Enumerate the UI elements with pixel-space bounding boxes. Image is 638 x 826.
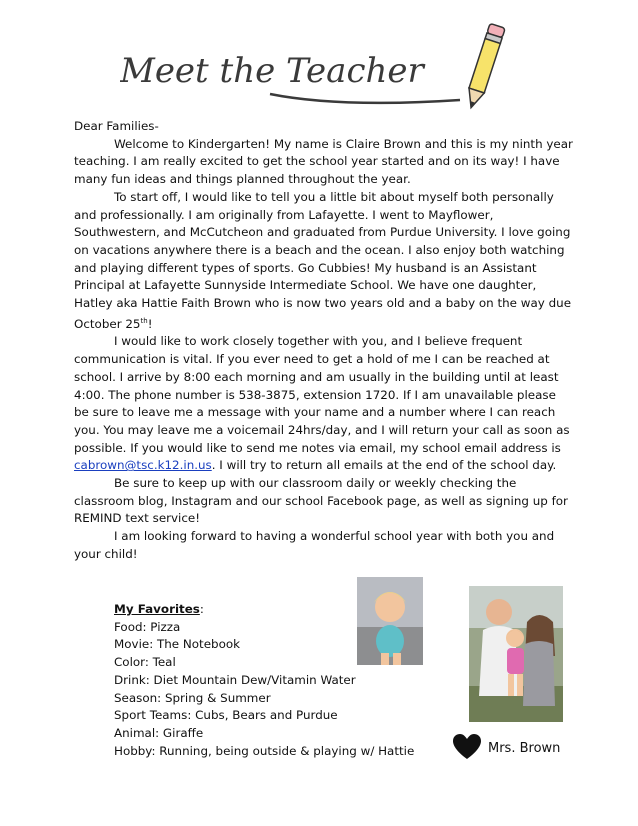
- meet-the-teacher-title: [120, 42, 480, 112]
- greeting: Dear Families-: [74, 119, 159, 133]
- daughter-photo: [357, 577, 423, 665]
- favorite-item: Animal: Giraffe: [114, 725, 204, 740]
- family-photo: [469, 586, 563, 722]
- heart-icon: [452, 733, 482, 761]
- favorite-item: Drink: Diet Mountain Dew/Vitamin Water: [114, 672, 356, 687]
- pencil-icon: [462, 20, 508, 116]
- letter-body: [74, 118, 574, 564]
- paragraph-about-me: To start off, I would like to tell you a little bit about myself both personally and professionally. I am originally from Lafayette. I went to Mayflower, Southwestern, and McCutcheon and graduated from Purdue University. I love going on vacations anywhere there is a beach and the ocean. I also enjoy both watching and playing different types of sports. Go Cubbies! My husband is an Assistant Principal at Lafayette Sunnyside Intermediate School. We have one daughter, Hatley aka Hattie Faith Brown who is now two years old and a baby on the way due October 25th!: [74, 189, 572, 331]
- paragraph-closing: I am looking forward to having a wonderful school year with both you and your child!: [74, 529, 555, 561]
- paragraph-classroom-blog: Be sure to keep up with our classroom daily or weekly checking the classroom blog, Instagram and our school Facebook page, as well as signing up for REMIND text service!: [74, 476, 568, 526]
- favorite-item: Food: Pizza: [114, 619, 181, 634]
- title-underline: [270, 94, 460, 103]
- signature: Mrs. Brown: [488, 741, 561, 756]
- favorite-item: Hobby: Running, being outside & playing w/ Hattie: [114, 743, 415, 758]
- favorite-item: Movie: The Notebook: [114, 637, 241, 652]
- favorite-item: Color: Teal: [114, 655, 176, 670]
- email-link[interactable]: cabrown@tsc.k12.in.us: [74, 458, 212, 473]
- favorite-item: Sport Teams: Cubs, Bears and Purdue: [114, 708, 338, 723]
- paragraph-welcome: Welcome to Kindergarten! My name is Claire Brown and this is my ninth year teaching. I am really excited to get the school year started and on its way! I have many fun ideas and things planned throughout the year.: [74, 136, 573, 187]
- favorite-item: Season: Spring & Summer: [114, 690, 271, 705]
- paragraph-communication: I would like to work closely together with you, and I believe frequent communication is vital. If you ever need to get a hold of me I can be reached at school. I arrive by 8:00 each morning and am usually in the building until at least 4:00. The phone number is 538-3875, extension 1720. If I am unavailable please be sure to leave me a message with your name and a number where I can reach you. You may leave me a voicemail 24hrs/day, and I will return your call as soon as possible. If you would like to send me notes via email, my school email address is cabrown@tsc.k12.in.us. I will try to return all emails at the end of the school day.: [74, 334, 570, 473]
- svg-text:Meet the Teacher: Meet the Teacher: [120, 51, 424, 91]
- favorites-heading: My Favorites:: [114, 602, 204, 616]
